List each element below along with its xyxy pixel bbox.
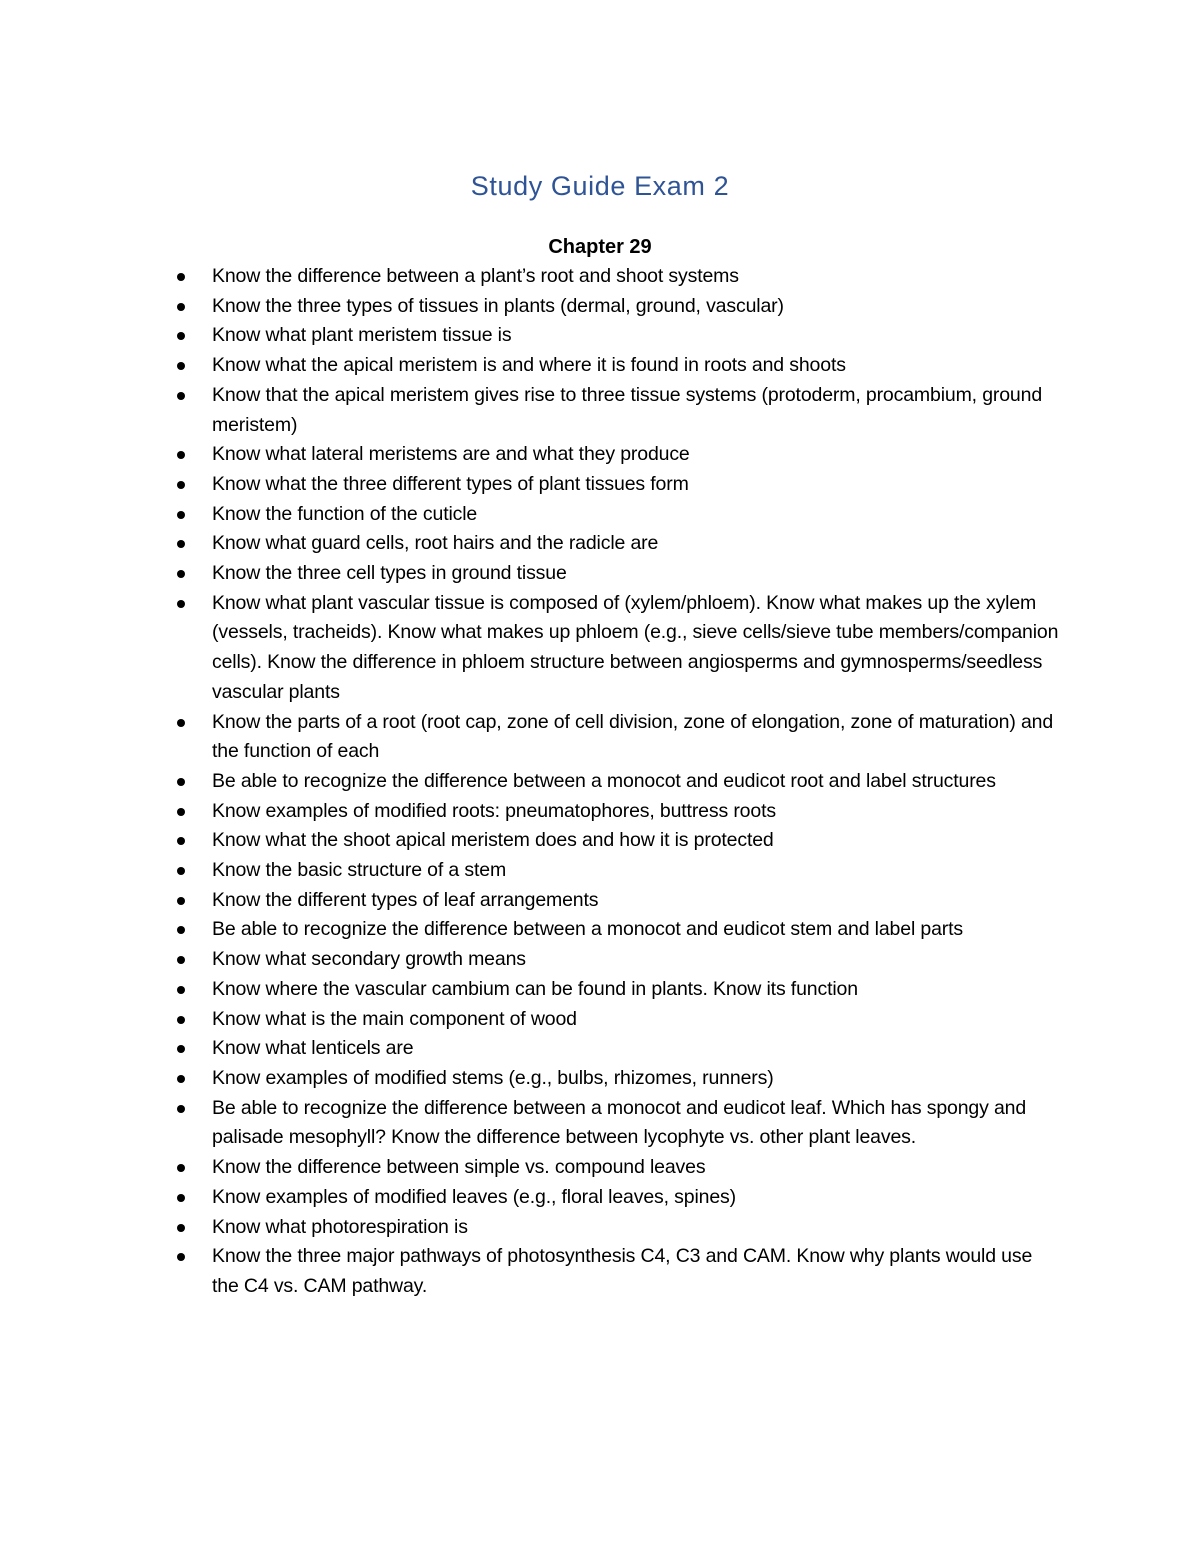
list-item-text: Know that the apical meristem gives rise to three tissue systems (protoderm, procambium, ground meristem) — [212, 383, 1043, 436]
list-item-text: Be able to recognize the difference between a monocot and eudicot stem and label parts — [212, 918, 963, 941]
bullet-icon — [177, 600, 185, 608]
list-item — [172, 470, 1062, 500]
list-item — [172, 708, 1062, 767]
bullet-icon — [177, 332, 185, 340]
list-item — [172, 975, 1062, 1005]
bullet-icon — [177, 1194, 185, 1202]
bullet-icon — [177, 986, 185, 994]
list-item — [172, 856, 1062, 886]
list-item — [172, 945, 1062, 975]
bullet-icon — [177, 481, 185, 489]
list-item-text: Know the difference between a plant’s root and shoot systems — [212, 265, 739, 287]
bullet-icon — [177, 1105, 185, 1113]
list-item — [172, 826, 1062, 856]
bullet-icon — [177, 273, 185, 281]
list-item — [172, 915, 1062, 945]
list-item — [172, 321, 1062, 351]
list-item — [172, 440, 1062, 470]
bullet-icon — [177, 1075, 185, 1083]
list-item-text: Know examples of modified stems (e.g., bulbs, rhizomes, runners) — [212, 1066, 774, 1089]
list-item-text: Know what guard cells, root hairs and the radicle are — [212, 532, 659, 555]
list-item-text: Know the parts of a root (root cap, zone of cell division, zone of elongation, zone of maturation) and the function of each — [212, 710, 1054, 763]
bullet-icon — [177, 511, 185, 519]
list-item-text: Know what the three different types of plant tissues form — [212, 472, 689, 495]
list-item-text: Know what plant meristem tissue is — [212, 324, 512, 347]
list-item — [172, 559, 1062, 589]
list-item-text: Be able to recognize the difference between a monocot and eudicot leaf. Which has spongy and palisade mesophyll? Know the difference between lycophyte vs. other plant leaves. — [212, 1096, 1027, 1149]
list-item — [172, 797, 1062, 827]
list-item — [172, 1005, 1062, 1035]
list-item-text: Know where the vascular cambium can be found in plants. Know its function — [212, 977, 858, 1000]
bullet-icon — [177, 1224, 185, 1232]
list-item-text: Know what secondary growth means — [212, 948, 526, 971]
list-item-text: Know what the apical meristem is and where it is found in roots and shoots — [212, 354, 846, 377]
list-item-text: Know what the shoot apical meristem does and how it is protected — [212, 829, 774, 852]
list-item — [172, 351, 1062, 381]
list-item — [172, 292, 1062, 322]
list-item-text: Know examples of modified roots: pneumatophores, buttress roots — [212, 799, 776, 822]
bullet-icon — [177, 540, 185, 548]
list-item-text: Know the function of the cuticle — [212, 502, 478, 525]
bullet-icon — [177, 956, 185, 964]
document-title: Study Guide Exam 2 — [470, 171, 730, 201]
list-item — [172, 529, 1062, 559]
list-item — [172, 1094, 1062, 1153]
bullet-icon — [177, 837, 185, 845]
list-item-text: Know what lenticels are — [212, 1037, 414, 1060]
list-item — [172, 381, 1062, 440]
list-item — [172, 1153, 1062, 1183]
bullet-icon — [177, 303, 185, 311]
list-item-text: Know the different types of leaf arrangements — [212, 888, 599, 911]
bullet-icon — [177, 392, 185, 400]
list-item — [172, 886, 1062, 916]
list-item — [172, 500, 1062, 530]
list-item-text: Know the three cell types in ground tissue — [212, 562, 567, 585]
bullet-icon — [177, 1164, 185, 1172]
list-item-text: Know examples of modified leaves (e.g., floral leaves, spines) — [212, 1185, 736, 1208]
list-item — [172, 1242, 1062, 1301]
bullet-icon — [177, 451, 185, 459]
list-item — [172, 767, 1062, 797]
bullet-icon — [177, 778, 185, 786]
bullet-icon — [177, 808, 185, 816]
bullet-icon — [177, 570, 185, 578]
bullet-icon — [177, 719, 185, 727]
bullet-icon — [177, 926, 185, 934]
list-item-text: Know what lateral meristems are and what they produce — [212, 443, 690, 466]
bullet-icon — [177, 867, 185, 875]
list-item — [172, 1034, 1062, 1064]
list-item — [172, 1183, 1062, 1213]
list-item — [172, 262, 1062, 292]
topic-list — [172, 262, 1062, 1302]
list-item-text: Know what is the main component of wood — [212, 1007, 577, 1030]
bullet-icon — [177, 897, 185, 905]
list-item — [172, 1064, 1062, 1094]
list-item — [172, 1213, 1062, 1243]
list-item-text: Know the difference between simple vs. compound leaves — [212, 1156, 706, 1179]
bullet-icon — [177, 1016, 185, 1024]
bullet-icon — [177, 1253, 185, 1261]
bullet-icon — [177, 362, 185, 370]
chapter-heading: Chapter 29 — [548, 236, 652, 258]
bullet-icon — [177, 1045, 185, 1053]
list-item-text: Know the three major pathways of photosynthesis C4, C3 and CAM. Know why plants would use the C4 vs. CAM pathway. — [212, 1245, 1033, 1297]
list-item — [172, 589, 1062, 708]
list-item-text: Know the basic structure of a stem — [212, 859, 507, 882]
list-item-text: Know what plant vascular tissue is composed of (xylem/phloem). Know what makes up the xylem (vessels, tracheids). Know what makes up phloem (e.g., sieve cells/sieve tube members/companion cells). Know the difference in phloem structure between angiosperms and gymnosperms/seedless vascular plants — [212, 591, 1059, 703]
list-item-text: Know what photorespiration is — [212, 1215, 468, 1238]
list-item-text: Know the three types of tissues in plants (dermal, ground, vascular) — [212, 294, 784, 317]
list-item-text: Be able to recognize the difference between a monocot and eudicot root and label structures — [212, 769, 996, 792]
